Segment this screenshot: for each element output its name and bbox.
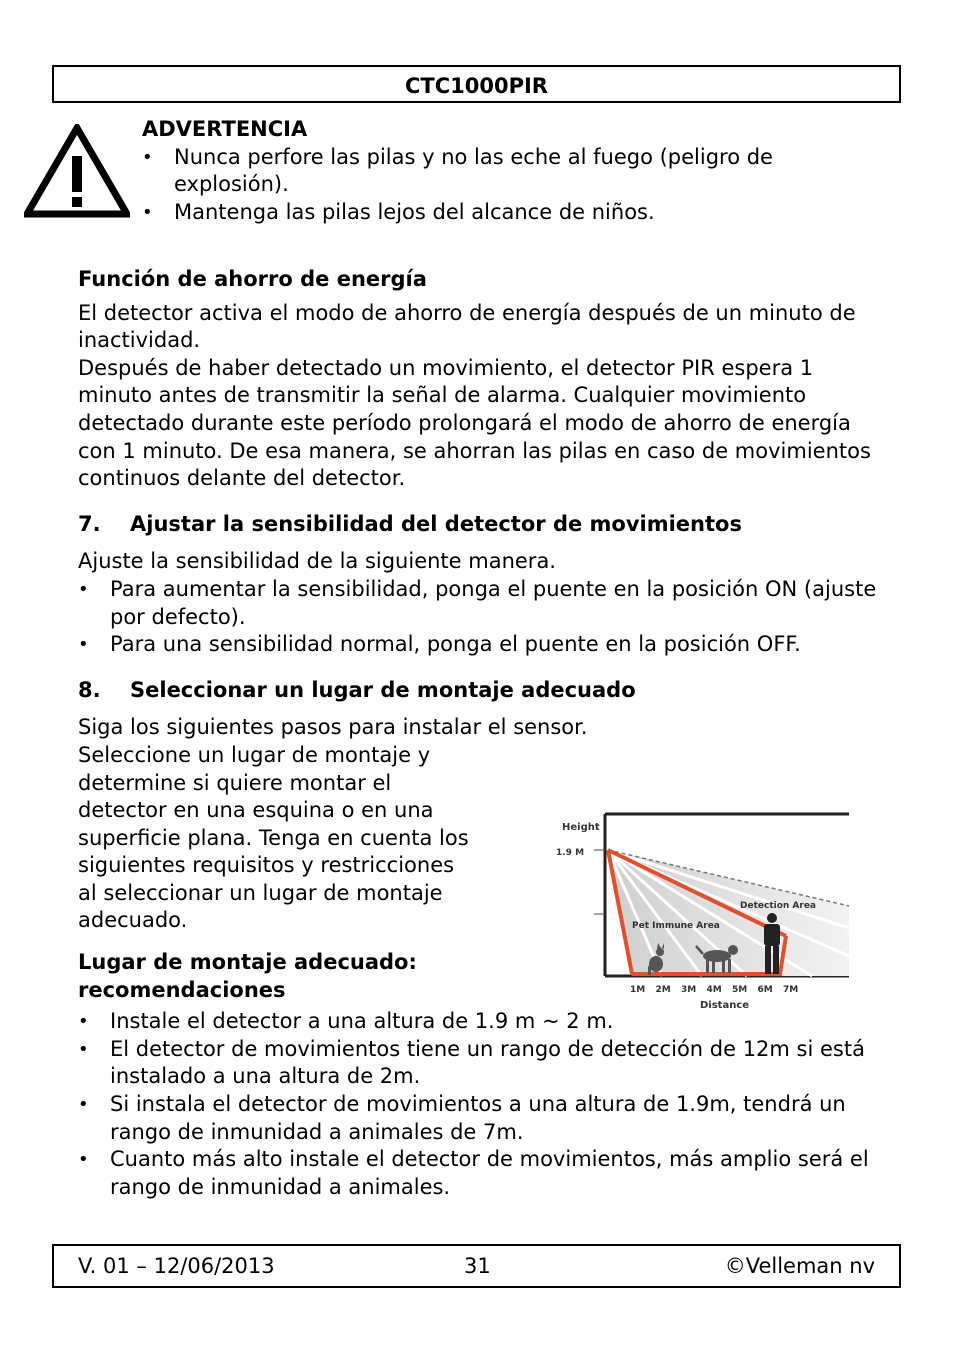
distance-tick-label: 2M	[655, 985, 671, 995]
warning-triangle-icon	[24, 124, 130, 218]
section8-intro: Siga los siguientes pasos para instalar el sensor.	[78, 715, 588, 740]
section8-title: Seleccionar un lugar de montaje adecuado	[130, 677, 636, 702]
footer-page-number: 31	[464, 1254, 491, 1278]
warning-item: • Mantenga las pilas lejos del alcance de niños.	[142, 199, 882, 227]
power-saving-heading: Función de ahorro de energía	[78, 267, 427, 291]
distance-tick-label: 4M	[706, 985, 722, 995]
section7-title: Ajustar la sensibilidad del detector de movimientos	[130, 511, 742, 536]
document-footer	[52, 1244, 901, 1288]
distance-tick-label: 6M	[757, 985, 773, 995]
section7-list	[78, 576, 888, 659]
distance-tick-label: 7M	[783, 985, 799, 995]
section8-item: • Cuanto más alto instale el detector de movimientos, más amplio será el rango de inmunidad a animales.	[78, 1146, 888, 1201]
product-code: CTC1000PIR	[405, 74, 548, 98]
section7-number: 7.	[78, 511, 101, 536]
diagram-mount-height-label: 1.9 M	[556, 848, 585, 858]
diagram-detection-label: Detection Area	[740, 901, 817, 911]
section7-item: • Para aumentar la sensibilidad, ponga el puente en la posición ON (ajuste por defecto).	[78, 576, 888, 631]
section8-list	[78, 1008, 888, 1201]
warning-block	[142, 116, 882, 226]
detection-range-diagram	[552, 806, 852, 1016]
diagram-height-label: Height	[562, 822, 600, 833]
distance-tick-label: 5M	[732, 985, 748, 995]
section8-item: • El detector de movimientos tiene un rango de detección de 12m si está instalado a una altura de 2m.	[78, 1036, 888, 1091]
diagram-distance-label: Distance	[700, 1000, 750, 1011]
warning-list	[142, 144, 882, 227]
power-saving-para1: El detector activa el modo de ahorro de energía después de un minuto de inactividad.	[78, 300, 856, 353]
main-content	[78, 266, 888, 1201]
section7-heading	[78, 511, 888, 539]
footer-copyright: ©Velleman nv	[724, 1254, 875, 1278]
section8-para: Seleccione un lugar de montaje y determine si quiere montar el detector en una esquina o en una superficie plana. Tenga en cuenta los siguientes requisitos y restricciones al seleccionar un lugar de montaje adecuado.	[78, 742, 469, 933]
section8-item: • Instale el detector a una altura de 1.9 m ~ 2 m.	[78, 1008, 888, 1036]
section8-subheading: Lugar de montaje adecuado: recomendaciones	[78, 950, 417, 1002]
section8-number: 8.	[78, 677, 101, 702]
power-saving-para2: Después de haber detectado un movimiento, el detector PIR espera 1 minuto antes de transmitir la señal de alarma. Cualquier movimiento detectado durante este período prolongará el modo de ahorro de energía con 1 minuto. De esa manera, se ahorran las pilas en caso de movimientos continuos delante del detector.	[78, 355, 871, 491]
section8-heading	[78, 677, 888, 705]
distance-tick-label: 1M	[630, 985, 646, 995]
warning-item: • Nunca perfore las pilas y no las eche al fuego (peligro de explosión).	[142, 144, 882, 199]
section7-item: • Para una sensibilidad normal, ponga el puente en la posición OFF.	[78, 631, 888, 659]
distance-tick-label: 3M	[681, 985, 697, 995]
section8-item: • Si instala el detector de movimientos a una altura de 1.9m, tendrá un rango de inmunidad a animales de 7m.	[78, 1091, 888, 1146]
warning-title: ADVERTENCIA	[142, 117, 308, 141]
footer-version: V. 01 – 12/06/2013	[78, 1254, 275, 1278]
section7-intro: Ajuste la sensibilidad de la siguiente manera.	[78, 549, 556, 574]
document-header	[52, 65, 901, 103]
diagram-pet-label: Pet Immune Area	[632, 921, 720, 931]
diagram-distance-ticks	[630, 985, 798, 995]
